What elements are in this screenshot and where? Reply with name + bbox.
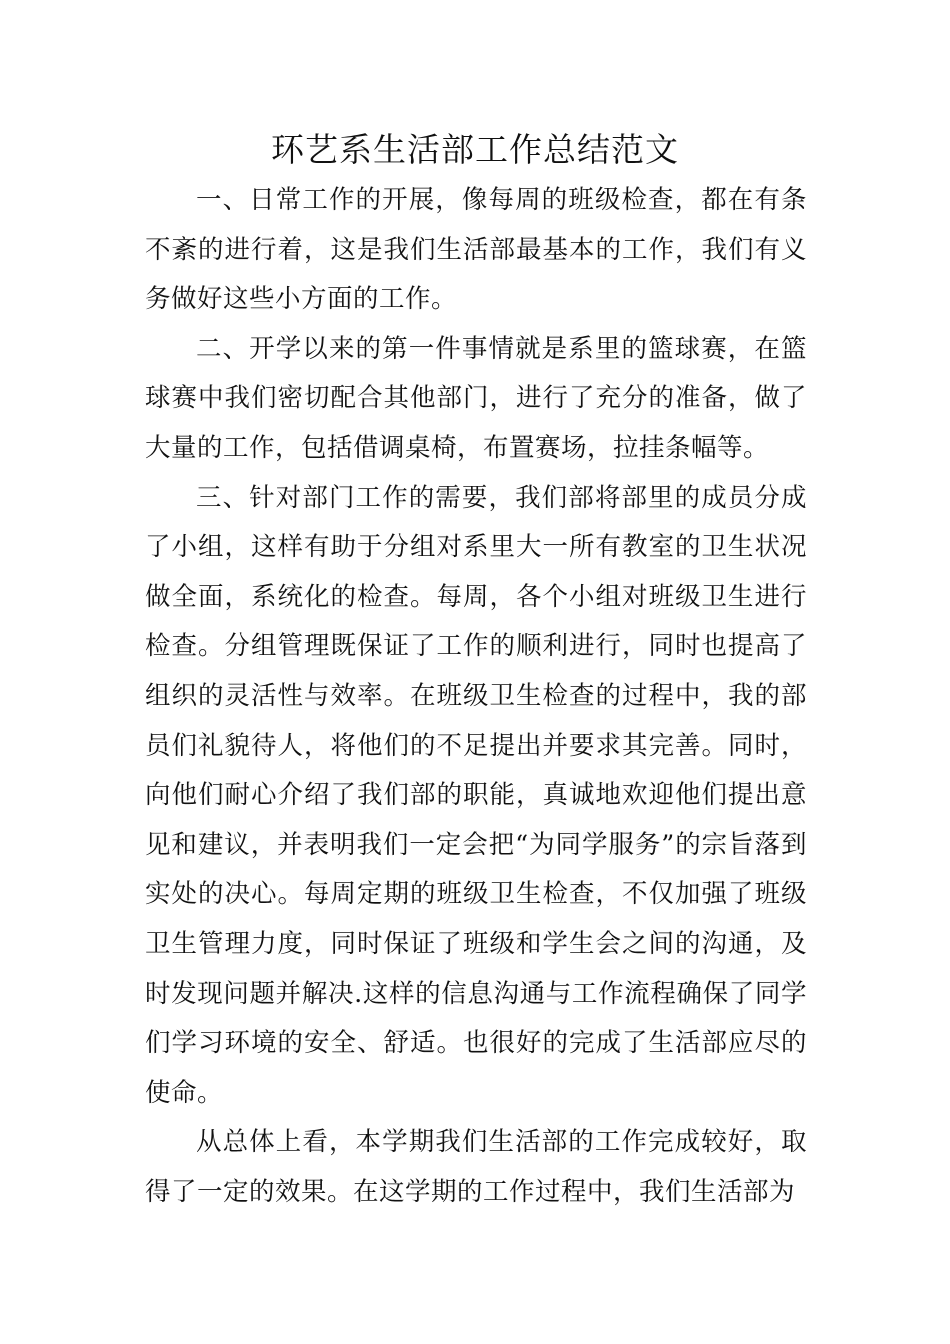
document-body bbox=[145, 176, 807, 1217]
paragraph-1: 一、日常工作的开展，像每周的班级检查，都在有条不紊的进行着，这是我们生活部最基本的工作，我们有义务做好这些小方面的工作。 bbox=[145, 185, 807, 315]
paragraph-2: 二、开学以来的第一件事情就是系里的篮球赛，在篮球赛中我们密切配合其他部门，进行了充分的准备，做了大量的工作，包括借调桌椅，布置赛场，拉挂条幅等。 bbox=[145, 333, 807, 463]
paragraph-3: 三、针对部门工作的需要，我们部将部里的成员分成了小组，这样有助于分组对系里大一所有教室的卫生状况做全面，系统化的检查。每周，各个小组对班级卫生进行检查。分组管理既保证了工作的顺利进行，同时也提高了组织的灵活性与效率。在班级卫生检查的过程中，我的部员们礼貌待人，将他们的不足提出并要求其完善。同时，向他们耐心介绍了我们部的职能，真诚地欢迎他们提出意见和建议，并表明我们一定会把“为同学服务”的宗旨落到实处的决心。每周定期的班级卫生检查，不仅加强了班级卫生管理力度，同时保证了班级和学生会之间的沟通，及时发现问题并解决.这样的信息沟通与工作流程确保了同学们学习环境的安全、舒适。也很好的完成了生活部应尽的使命。 bbox=[145, 482, 807, 1108]
paragraph-4: 从总体上看，本学期我们生活部的工作完成较好，取得了一定的效果。在这学期的工作过程中，我们生活部为 bbox=[145, 1127, 807, 1207]
document-title: 环艺系生活部工作总结范文 bbox=[271, 130, 679, 169]
